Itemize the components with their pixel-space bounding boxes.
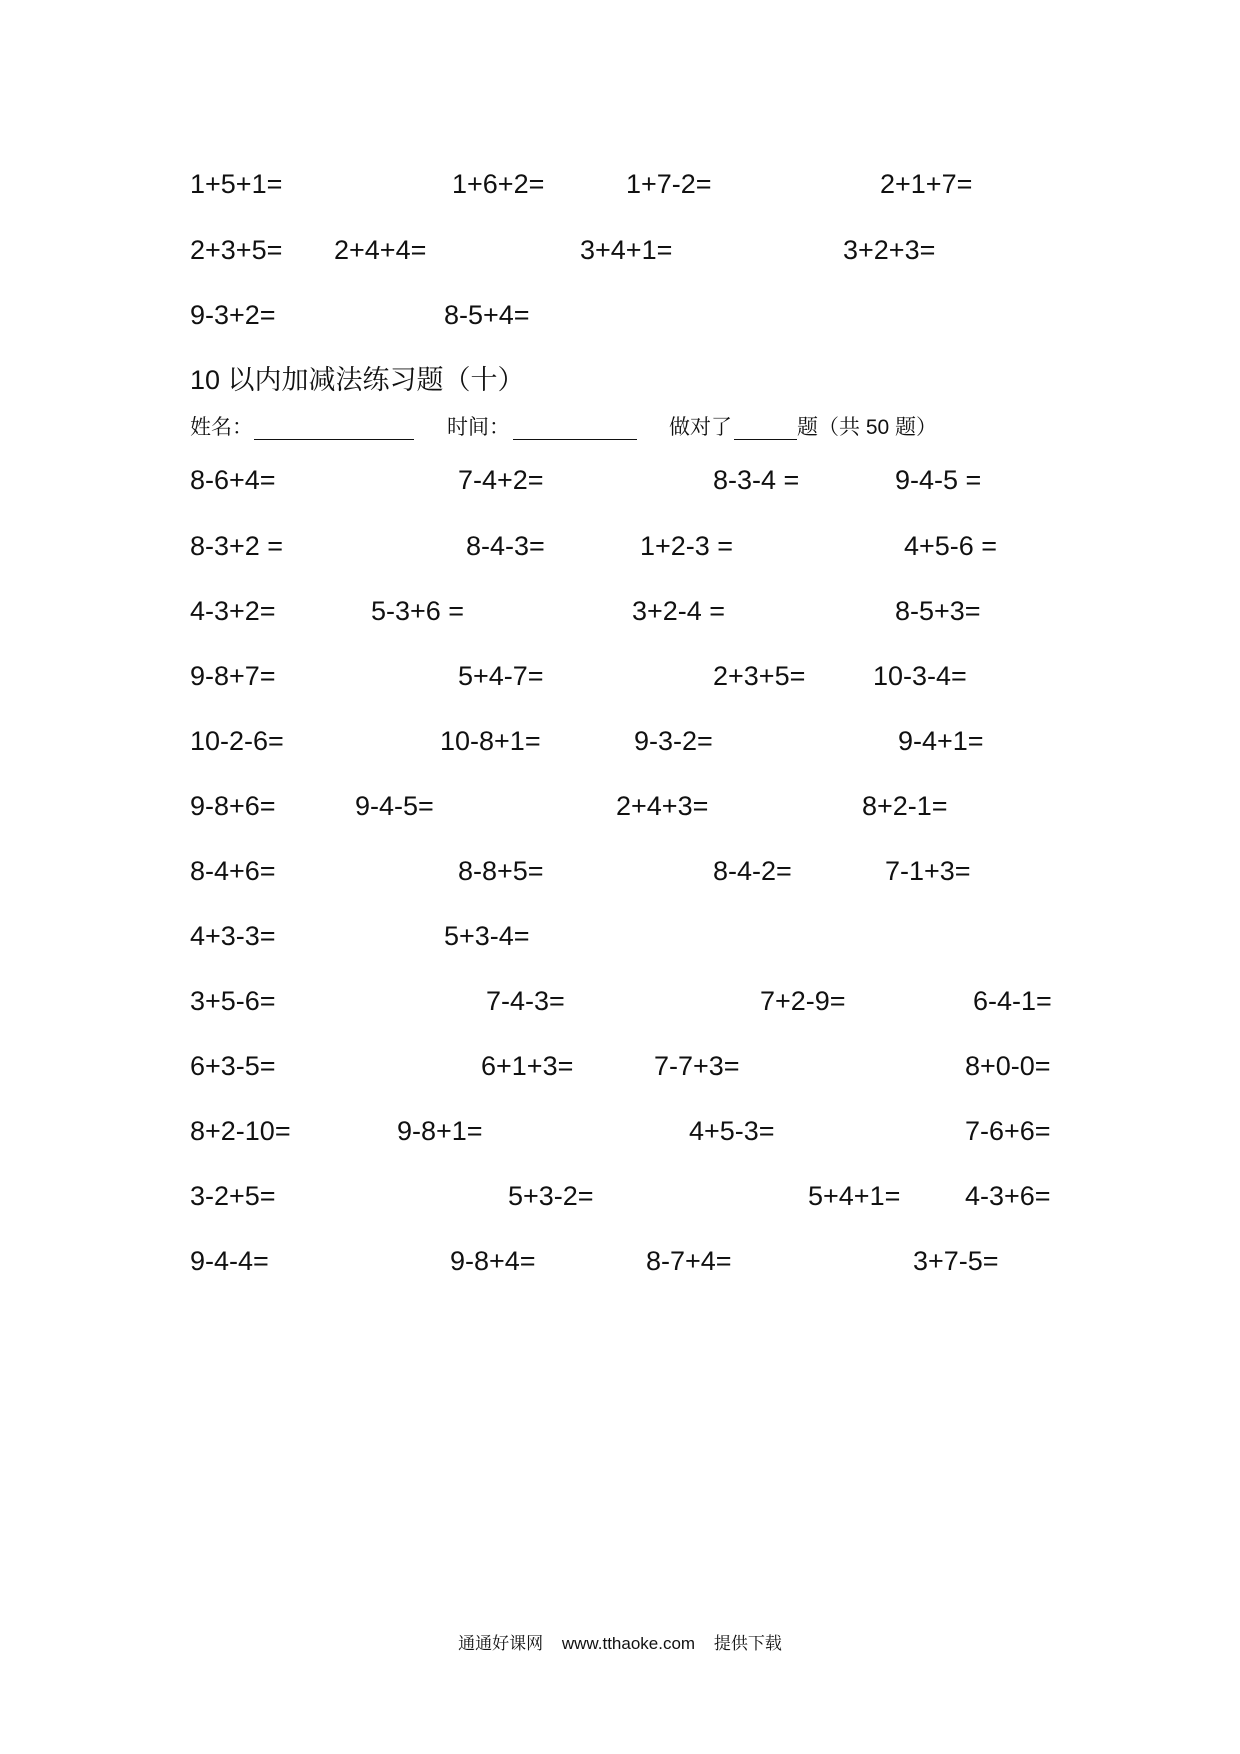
problem: 9-4-5= xyxy=(355,791,434,821)
problem: 9-4+1= xyxy=(898,726,984,756)
problem: 8-5+4= xyxy=(444,300,530,330)
problem: 3+4+1= xyxy=(580,235,673,265)
problem: 7-4-3= xyxy=(486,986,565,1016)
problem: 8-4+6= xyxy=(190,856,276,886)
time-blank[interactable] xyxy=(513,439,637,440)
problem: 9-8+6= xyxy=(190,791,276,821)
problem: 5+4-7= xyxy=(458,661,544,691)
problem: 6+1+3= xyxy=(481,1051,574,1081)
problem: 6+3-5= xyxy=(190,1051,276,1081)
problem: 9-4-5 = xyxy=(895,465,982,495)
problem: 8-8+5= xyxy=(458,856,544,886)
problem: 9-8+7= xyxy=(190,661,276,691)
problem: 2+1+7= xyxy=(880,169,973,199)
correct-prefix: 做对了 xyxy=(669,416,732,439)
problem: 10-2-6= xyxy=(190,726,284,756)
problem: 9-3-2= xyxy=(634,726,713,756)
worksheet-title: 10 以内加减法练习题（十） xyxy=(190,365,525,395)
problem: 2+4+4= xyxy=(334,235,427,265)
problem: 8+2-10= xyxy=(190,1116,291,1146)
problem: 7-4+2= xyxy=(458,465,544,495)
problem: 5+3-4= xyxy=(444,921,530,951)
problem: 8-3+2 = xyxy=(190,531,284,561)
problem: 6-4-1= xyxy=(973,986,1052,1016)
problem: 2+4+3= xyxy=(616,791,709,821)
problem: 3+5-6= xyxy=(190,986,276,1016)
problem: 4+5-6 = xyxy=(904,531,998,561)
correct-count-blank[interactable] xyxy=(734,439,797,440)
footer-url[interactable]: www.tthaoke.com xyxy=(561,1634,696,1653)
problem: 8+2-1= xyxy=(862,791,948,821)
problem: 3-2+5= xyxy=(190,1181,276,1211)
problem: 7-7+3= xyxy=(654,1051,740,1081)
problem: 4-3+2= xyxy=(190,596,276,626)
problem: 4+3-3= xyxy=(190,921,276,951)
problem: 1+7-2= xyxy=(626,169,712,199)
footer-suffix: 提供下载 xyxy=(713,1634,782,1653)
problem: 5-3+6 = xyxy=(371,596,465,626)
footer-site-name: 通通好课网 xyxy=(458,1634,544,1653)
problem: 2+3+5= xyxy=(713,661,806,691)
problem: 8-6+4= xyxy=(190,465,276,495)
problem: 7-1+3= xyxy=(885,856,971,886)
problem: 7+2-9= xyxy=(760,986,846,1016)
problem: 1+5+1= xyxy=(190,169,283,199)
problem: 8-4-3= xyxy=(466,531,545,561)
problem: 5+4+1= xyxy=(808,1181,901,1211)
problem: 9-8+1= xyxy=(397,1116,483,1146)
problem: 3+2+3= xyxy=(843,235,936,265)
problem: 2+3+5= xyxy=(190,235,283,265)
problem: 9-3+2= xyxy=(190,300,276,330)
problem: 10-3-4= xyxy=(873,661,967,691)
problem: 3+2-4 = xyxy=(632,596,726,626)
name-blank[interactable] xyxy=(254,439,414,440)
problem: 8+0-0= xyxy=(965,1051,1051,1081)
problem: 7-6+6= xyxy=(965,1116,1051,1146)
name-label: 姓名： xyxy=(190,416,253,439)
problem: 8-4-2= xyxy=(713,856,792,886)
problem: 1+6+2= xyxy=(452,169,545,199)
correct-suffix: 题（共 50 题） xyxy=(797,416,938,439)
problem: 1+2-3 = xyxy=(640,531,734,561)
problem: 5+3-2= xyxy=(508,1181,594,1211)
problem: 4-3+6= xyxy=(965,1181,1051,1211)
problem: 9-4-4= xyxy=(190,1246,269,1276)
problem: 10-8+1= xyxy=(440,726,541,756)
problem: 3+7-5= xyxy=(913,1246,999,1276)
problem: 4+5-3= xyxy=(689,1116,775,1146)
problem: 8-3-4 = xyxy=(713,465,800,495)
footer xyxy=(0,1632,1240,1656)
problem: 8-5+3= xyxy=(895,596,981,626)
problem: 9-8+4= xyxy=(450,1246,536,1276)
time-label: 时间： xyxy=(447,416,510,439)
problem: 8-7+4= xyxy=(646,1246,732,1276)
